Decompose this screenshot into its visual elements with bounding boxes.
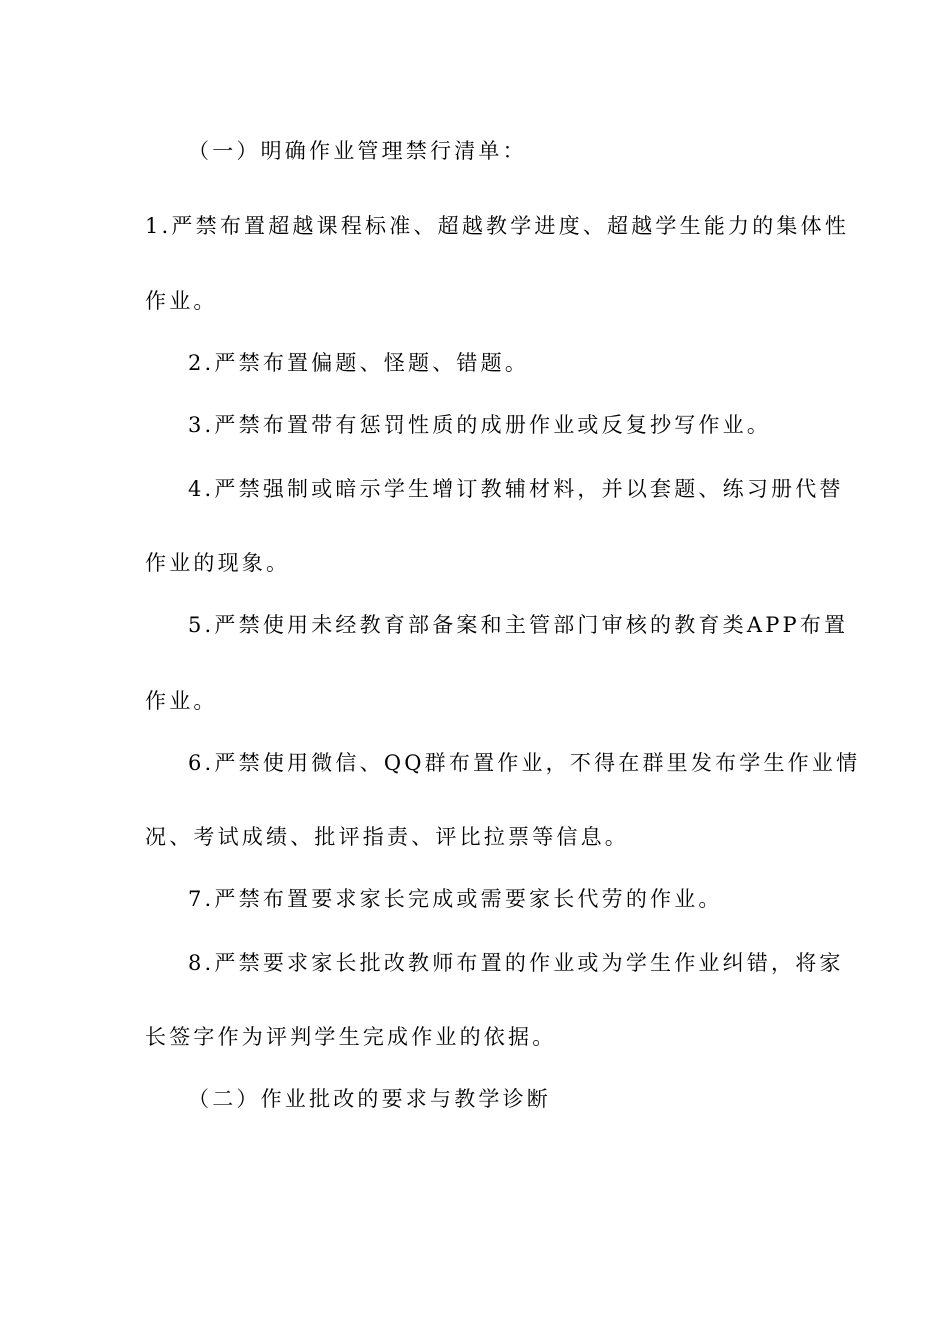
list-item-4-line-1: 4.严禁强制或暗示学生增订教辅材料，并以套题、练习册代替 xyxy=(188,477,844,501)
list-item-8-line-1: 8.严禁要求家长批改教师布置的作业或为学生作业纠错，将家 xyxy=(188,951,844,975)
list-item-5-line-2: 作业。 xyxy=(145,689,218,713)
list-item-7: 7.严禁布置要求家长完成或需要家长代劳的作业。 xyxy=(188,887,723,911)
section-heading-2: （二）作业批改的要求与教学诊断 xyxy=(188,1087,551,1111)
list-item-1-line-2: 作业。 xyxy=(145,289,218,313)
list-item-5-line-1: 5.严禁使用未经教育部备案和主管部门审核的教育类APP布置 xyxy=(188,613,849,637)
list-item-6-line-2: 况、考试成绩、批评指责、评比拉票等信息。 xyxy=(145,825,629,849)
list-item-3: 3.严禁布置带有惩罚性质的成册作业或反复抄写作业。 xyxy=(188,413,772,437)
section-heading-1: （一）明确作业管理禁行清单： xyxy=(188,139,527,163)
list-item-2: 2.严禁布置偏题、怪题、错题。 xyxy=(188,351,530,375)
list-item-4-line-2: 作业的现象。 xyxy=(145,551,291,575)
list-item-8-line-2: 长签字作为评判学生完成作业的依据。 xyxy=(145,1025,557,1049)
list-item-1-line-1: 1.严禁布置超越课程标准、超越教学进度、超越学生能力的集体性 xyxy=(145,214,850,238)
list-item-6-line-1: 6.严禁使用微信、QQ群布置作业，不得在群里发布学生作业情 xyxy=(188,751,861,775)
